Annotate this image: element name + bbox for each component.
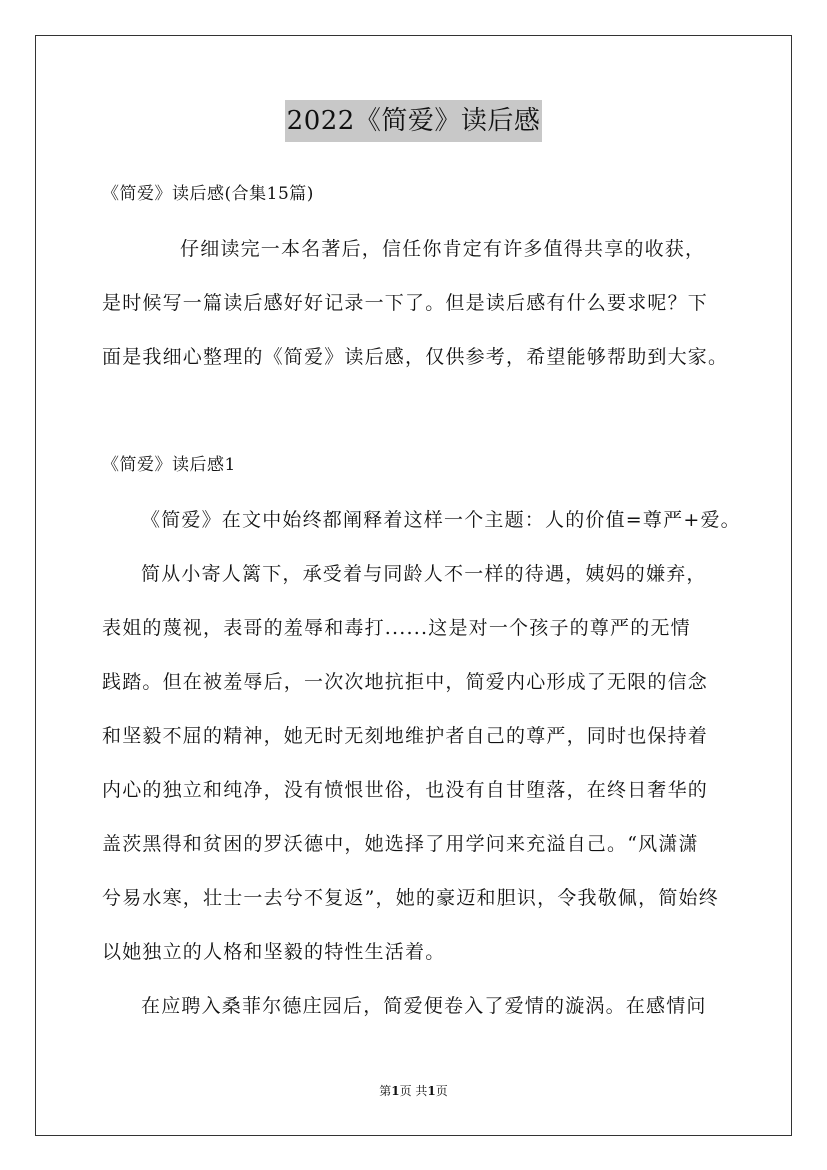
body-line: 简从小寄人篱下，承受着与同龄人不一样的待遇，姨妈的嫌弃， — [141, 563, 707, 585]
document-title: 2022《简爱》读后感 — [285, 100, 543, 142]
body-line: 践踏。但在被羞辱后，一次次地抗拒中，简爱内心形成了无限的信念 — [102, 671, 709, 693]
body-line: 《简爱》在文中始终都阐释着这样一个主题：人的价值=尊严+爱。 — [141, 509, 741, 531]
section-heading: 《简爱》读后感1 — [102, 455, 236, 475]
title-container — [0, 100, 827, 142]
footer-page-current: 1 — [391, 1084, 400, 1098]
body-line: 和坚毅不屈的精神，她无时无刻地维护者自己的尊严，同时也保持着 — [102, 725, 709, 747]
page-footer — [0, 1082, 827, 1100]
footer-page-mid: 页 共 — [399, 1084, 428, 1098]
intro-line: 仔细读完一本名著后，信任你肯定有许多值得共享的收获， — [180, 238, 706, 260]
intro-line: 面是我细心整理的《简爱》读后感，仅供参考，希望能够帮助到大家。 — [102, 346, 729, 368]
body-line: 在应聘入桑菲尔德庄园后，简爱便卷入了爱情的漩涡。在感情问 — [141, 995, 707, 1017]
footer-page-suffix: 页 — [435, 1084, 448, 1098]
footer-page-prefix: 第 — [379, 1084, 392, 1098]
footer-page-total: 1 — [427, 1084, 436, 1098]
document-subtitle: 《简爱》读后感(合集15篇) — [102, 184, 314, 204]
body-line: 表姐的蔑视，表哥的羞辱和毒打......这是对一个孩子的尊严的无情 — [102, 617, 691, 639]
body-line: 盖茨黑得和贫困的罗沃德中，她选择了用学问来充溢自己。“风潇潇 — [102, 833, 699, 855]
body-line: 内心的独立和纯净，没有愤恨世俗，也没有自甘堕落，在终日奢华的 — [102, 779, 709, 801]
body-line: 兮易水寒，壮士一去兮不复返”，她的豪迈和胆识，令我敬佩，简始终 — [102, 887, 719, 909]
intro-line: 是时候写一篇读后感好好记录一下了。但是读后感有什么要求呢？下 — [102, 292, 709, 314]
body-line: 以她独立的人格和坚毅的特性生活着。 — [102, 941, 446, 963]
